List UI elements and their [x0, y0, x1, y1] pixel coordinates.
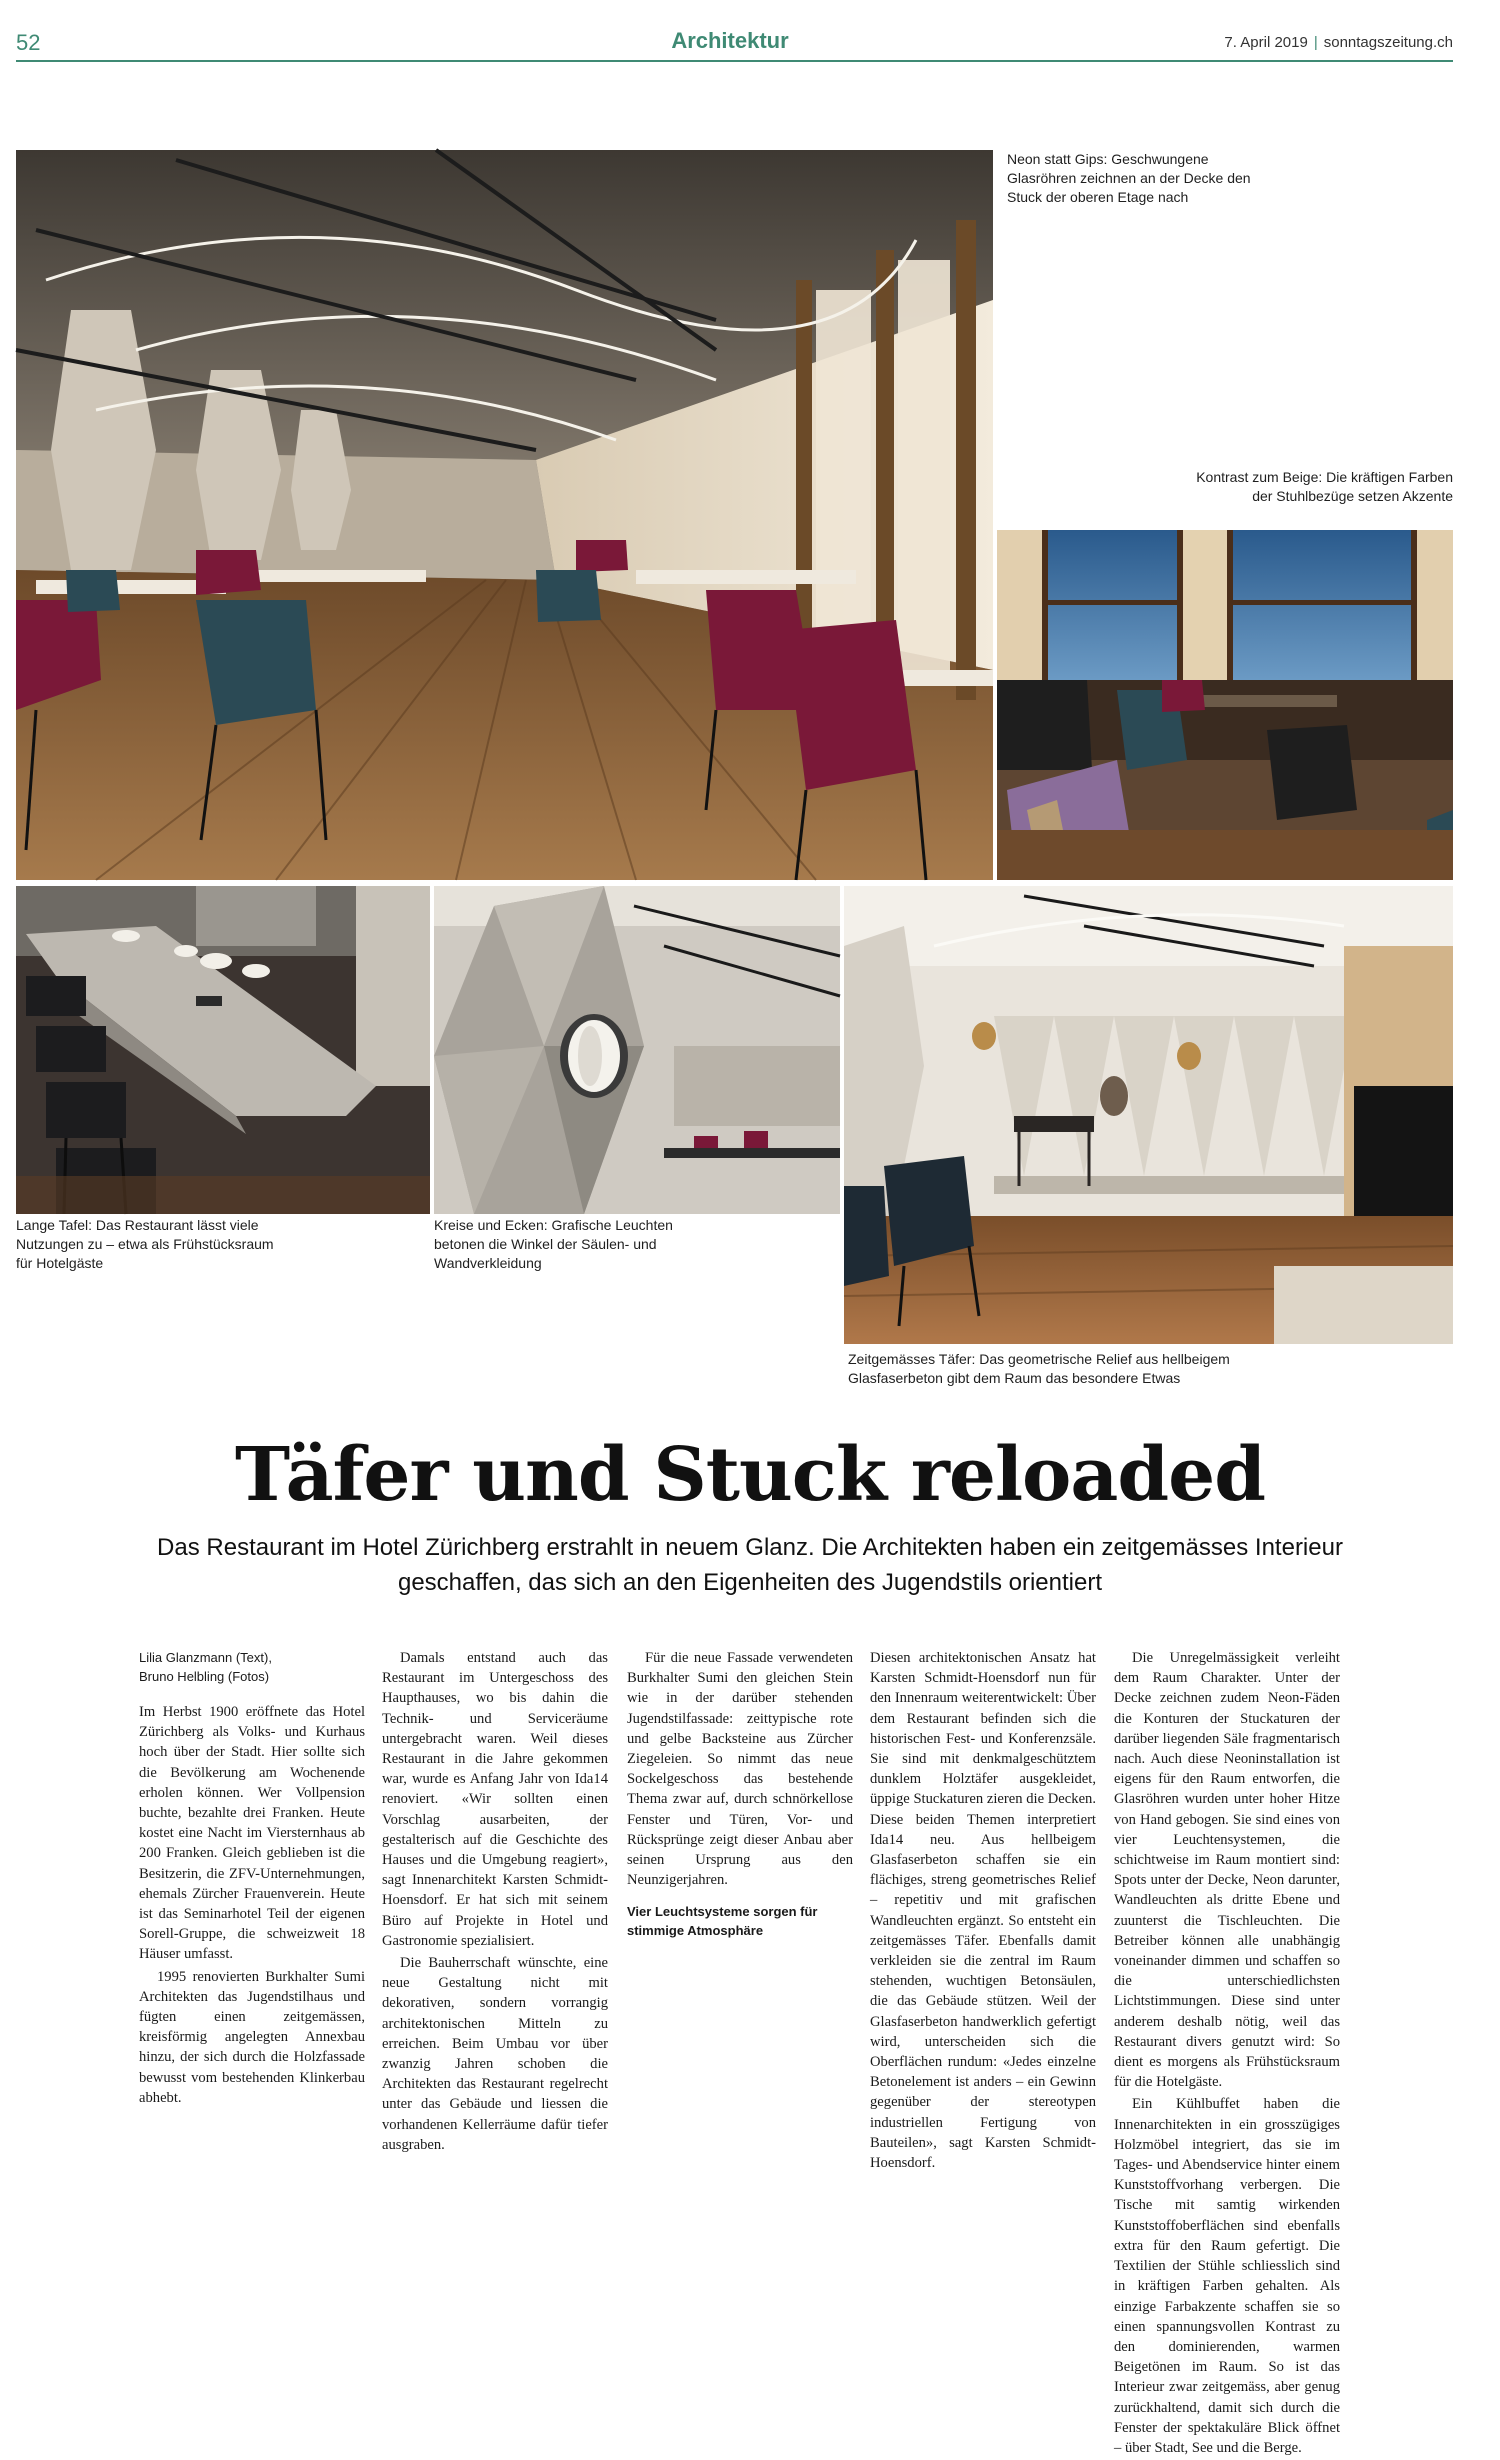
- byline-author: Lilia Glanzmann (Text),: [139, 1650, 272, 1665]
- paragraph: Ein Kühlbuffet haben die Innenarchitekten in ein grosszügiges Holzmöbel integriert, das sie im Tages- und Abendservice hinter einem Kunststoffvorhang verbergen. Die Tische mit samtig wirkenden Kunststoffoberflächen sind ebenfalls extra für den Raum gefertigt. Die Textilien der Stühle schliesslich sind in kräftigen Farben gehalten. Als einzige Farbakzente schaffen sie so einen spannungsvollen Kontrast zu den dominierenden, warmen Beigetönen im Raum. So ist das Interieur zwar zeitgemäss, aber genug zurückhaltend, damit sich durch die Fenster der spektakuläre Blick öffnet – über Stadt, See und die Berge.: [1114, 2096, 1340, 2456]
- column-4: [870, 1648, 1096, 2175]
- photo-restaurant-main: [16, 150, 993, 880]
- caption-tafel: Lange Tafel: Das Restaurant lässt viele Nutzungen zu – etwa als Frühstücksraum für Hotelgäste: [16, 1217, 274, 1271]
- header-rule: [16, 60, 1453, 62]
- paragraph: Für die neue Fassade verwendeten Burkhalter Sumi den gleichen Stein wie in der darüber stehenden Jugendstilfassade: zeittypische rote und gelbe Backsteine aus Zürcher Ziegeleien. So nimmt das neue Sockelgeschoss das bestehende Thema zwar auf, durch schnörkellose Fenster und Türen, Vor- und Rücksprünge zeigt dieser Anbau aber seinen Ursprung aus den Neunzigerjahren.: [627, 1650, 853, 1889]
- caption-kreise: Kreise und Ecken: Grafische Leuchten betonen die Winkel der Säulen- und Wandverkleidung: [434, 1217, 673, 1271]
- caption-neon: Neon statt Gips: Geschwungene Glasröhren zeichnen an der Decke den Stuck der oberen Etage nach: [1007, 151, 1251, 205]
- photo-long-table: [16, 886, 430, 1214]
- paragraph: Diesen architektonischen Ansatz hat Karsten Schmidt-Hoensdorf nun für den Innenraum weiterentwickelt: Über dem Restaurant befinden sich die historischen Fest- und Konferenzsäle. Sie sind mit denkmalgeschütztem dunklem Holztäfer ausgekleidet, üppige Stuckaturen zieren die Decken. Diese beiden Themen interpretiert Ida14 neu. Aus hellbeigem Glasfaserbeton schaffen sie ein flächiges, streng geometrisches Relief – repetitiv und mit grafischen Wandleuchten ergänzt. So entsteht ein zeitgemässes Täfer. Ebenfalls damit verkleiden sie die zentral im Raum stehenden, wuchtigen Betonsäulen, die das Gebäude stützen. Weil der Glasfaserbeton handwerklich gefertigt wird, unterscheiden sich die Oberflächen rundum: «Jedes einzelne Betonelement ist anders – ein Gewinn gegenüber der stereotypen industriellen Fertigung von Bauteilen», sagt Karsten Schmidt-Hoensdorf.: [870, 1650, 1096, 2172]
- column-1: [139, 1648, 365, 2110]
- article-body: [0, 1640, 1500, 2456]
- headline: Täfer und Stuck reloaded: [235, 1432, 1265, 1518]
- page-number: 52: [16, 30, 41, 55]
- photo-window-seating: [997, 530, 1453, 880]
- paragraph: 1995 renovierten Burkhalter Sumi Architekten das Jugendstilhaus und fügten einen zeitgemässen, kreisförmig angelegten Annexbau hinzu, der sich durch die Holzfassade bewusst vom bestehenden Klinkerbau abhebt.: [139, 1968, 365, 2106]
- paragraph: Damals entstand auch das Restaurant im Untergeschoss des Haupthauses, wo bis dahin die Technik- und Serviceräume untergebracht waren. Weil dieses Restaurant in die Jahre gekommen war, wurde es Anfang Jahr von Ida14 renoviert. «Wir sollten einen Vorschlag ausarbeiten, der gestalterisch auf die Geschichte des Hauses und die Umgebung reagiert», sagt Innenarchitekt Karsten Schmidt-Hoensdorf. Er hat sich mit seinem Büro auf Projekte in Hotel und Gastronomie spezialisiert.: [382, 1650, 608, 1949]
- caption-taefer: Zeitgemässes Täfer: Das geometrische Relief aus hellbeigem Glasfaserbeton gibt dem Raum das besondere Etwas: [848, 1351, 1230, 1386]
- photo-column-lamp: [434, 886, 840, 1214]
- column-3: [627, 1648, 853, 1944]
- dateline: [1224, 34, 1453, 51]
- issue-date: 7. April 2019: [1224, 34, 1308, 51]
- byline-photos: Bruno Helbling (Fotos): [139, 1669, 270, 1684]
- standfirst: Das Restaurant im Hotel Zürichberg erstrahlt in neuem Glanz. Die Architekten haben ein zeitgemässes Interieur geschaffen, das sich an den Eigenheiten des Jugendstils orientiert: [157, 1534, 1343, 1596]
- photo-geometric-relief: [844, 886, 1453, 1344]
- byline: [139, 1648, 365, 1686]
- site-link[interactable]: sonntagszeitung.ch: [1323, 34, 1453, 51]
- section-title: Architektur: [671, 28, 789, 53]
- dateline-separator: |: [1313, 34, 1318, 51]
- paragraph: Die Unregelmässigkeit verleiht dem Raum Charakter. Unter der Decke zeichnen zudem Neon-Fäden die Konturen der Stuckaturen der darüber liegenden Säle fragmentarisch nach. Auch diese Neoninstallation ist eigens für den Raum entworfen, die Glasröhren wurden unter hoher Hitze von Hand gebogen. Sie sind eines von vier Leuchtensystemen, die schichtweise im Raum montiert sind: Spots unter der Decke, Neon darunter, Wandleuchten als dritte Ebene und zuunterst die Tischleuchten. Die Betreiber können alle unabhängig voneinander dimmen und schaffen so die unterschiedlichsten Lichtstimmungen. Diese sind unter anderem deshalb nötig, weil das Restaurant divers genutzt wird: So dient es morgens als Frühstücksraum für die Hotelgäste.: [1114, 1650, 1340, 2091]
- paragraph: Die Bauherrschaft wünschte, eine neue Gestaltung nicht mit dekorativen, sondern vorrangig architektonischen Mitteln zu erreichen. Beim Umbau vor über zwanzig Jahren schoben die Architekten das Restaurant regelrecht unter das Gebäude und liessen die vorhandenen Kellerräume dafür tiefer ausgraben.: [382, 1955, 608, 2153]
- caption-kontrast: Kontrast zum Beige: Die kräftigen Farben der Stuhlbezüge setzen Akzente: [1196, 469, 1453, 504]
- column-2: [382, 1648, 608, 2157]
- subhead: Vier Leuchtsysteme sorgen für stimmige Atmosphäre: [627, 1904, 818, 1939]
- paragraph: Im Herbst 1900 eröffnete das Hotel Zürichberg als Volks- und Kurhaus hoch über der Stadt. Hier sollte sich die Bevölkerung am Wochenende erholen können. Wer Vollpension buchte, bezahlte drei Franken. Heute kostet eine Nacht im Viersternhaus ab 200 Franken. Gleich geblieben ist die Besitzerin, die ZFV-Unternehmungen, ehemals Zürcher Frauenverein. Heute ist das Seminarhotel Teil der eigenen Sorell-Gruppe, die schweizweit 18 Häuser umfasst.: [139, 1704, 365, 1963]
- column-5: [1114, 1648, 1340, 2460]
